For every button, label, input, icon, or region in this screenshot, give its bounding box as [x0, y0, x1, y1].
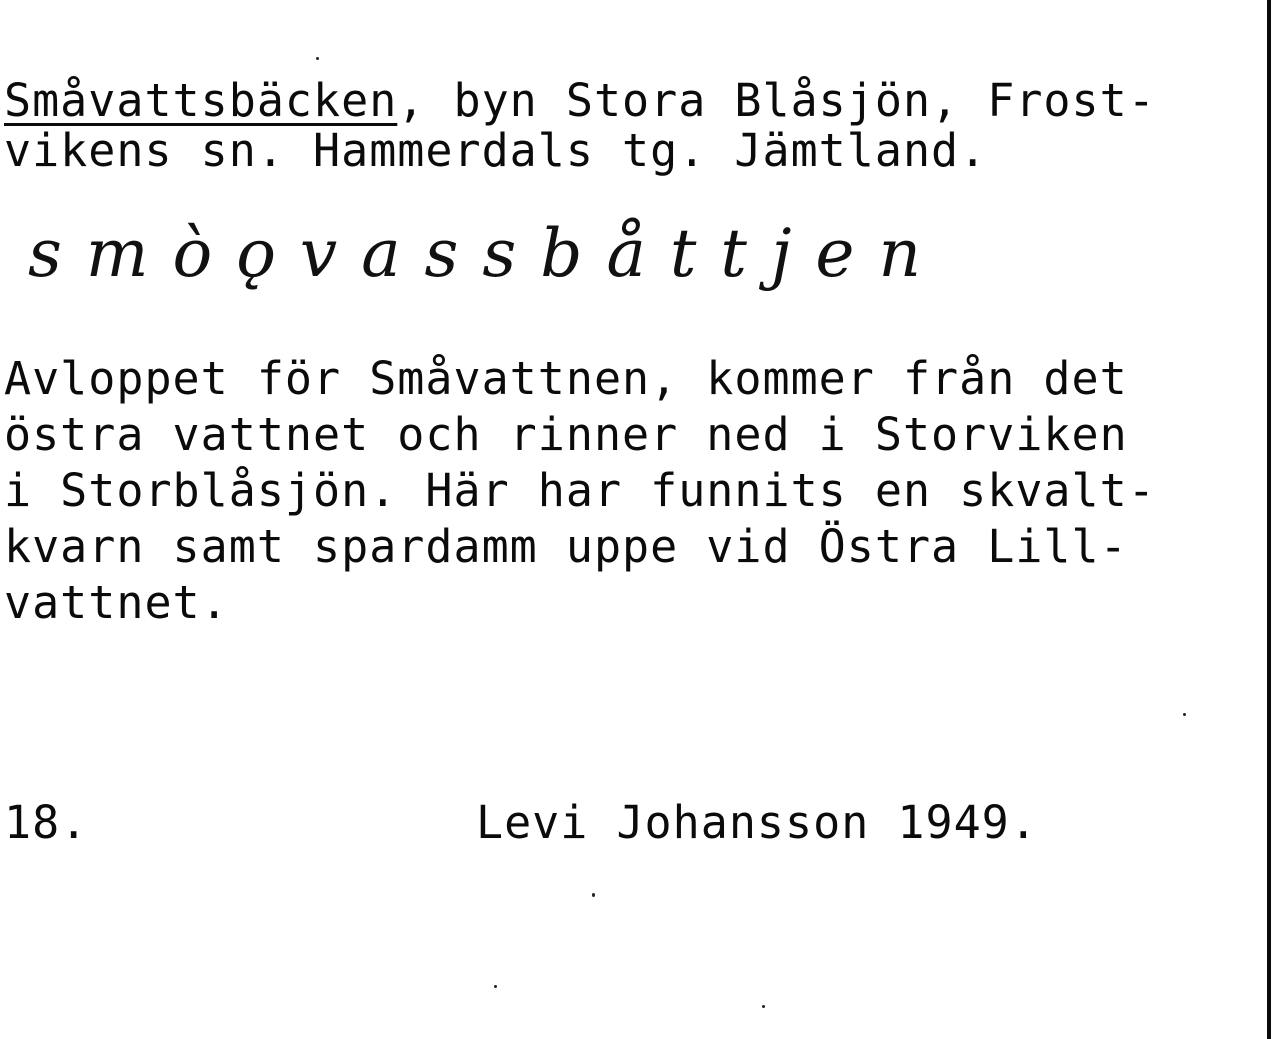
card-number: 18.	[4, 796, 89, 849]
heading-line-2: vikens sn. Hammerdals tg. Jämtland.	[4, 124, 988, 177]
dust-speck	[494, 985, 497, 988]
dust-speck	[762, 1005, 765, 1008]
description-line: i Storblåsjön. Här har funnits en skvalt-	[4, 464, 1156, 517]
description-text	[4, 352, 1156, 632]
dust-speck	[316, 57, 319, 60]
description-line: vattnet.	[4, 576, 229, 629]
heading-line-1	[4, 74, 1156, 128]
handwritten-dialect-form: smòǫvassbåttjen	[28, 215, 945, 292]
author-and-year: Levi Johansson 1949.	[476, 796, 1038, 849]
description-line: östra vattnet och rinner ned i Storviken	[4, 408, 1128, 461]
description-line: Avloppet för Småvattnen, kommer från det	[4, 352, 1128, 405]
place-name: Småvattsbäcken	[4, 74, 398, 127]
heading-rest: , byn Stora Blåsjön, Frost-	[397, 74, 1156, 127]
card-edge	[1267, 0, 1271, 1039]
dust-speck	[592, 893, 595, 897]
description-line: kvarn samt spardamm uppe vid Östra Lill-	[4, 520, 1128, 573]
dust-speck	[1183, 713, 1186, 716]
